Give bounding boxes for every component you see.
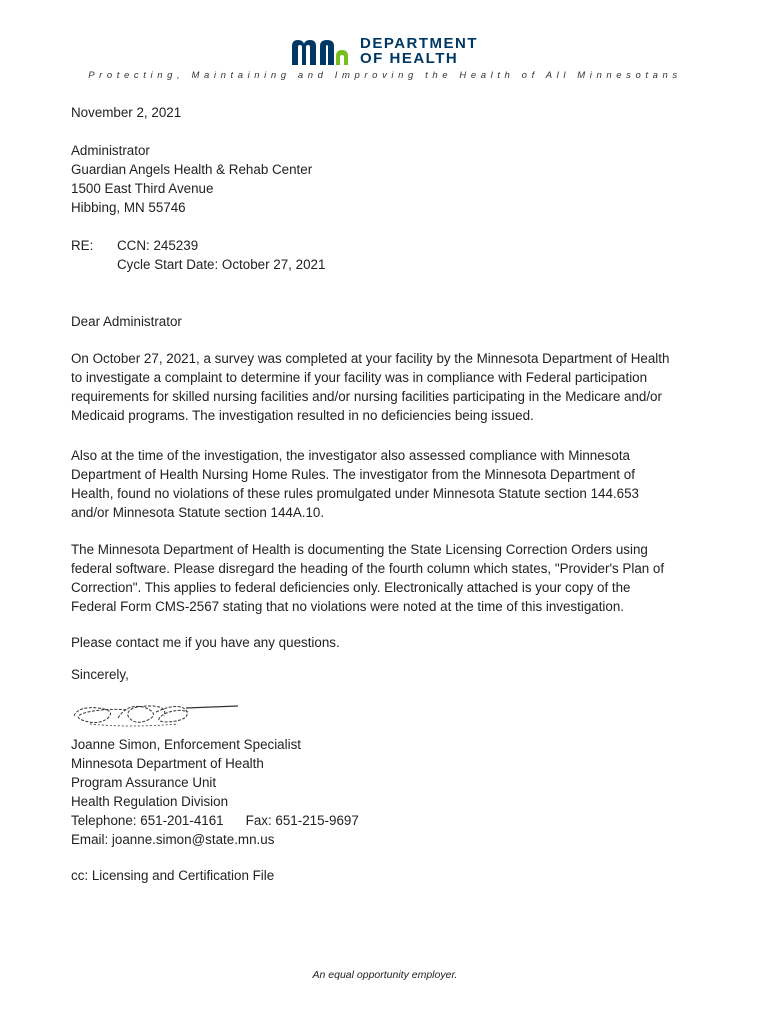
paragraph-line: and/or Minnesota Statute section 144A.10. xyxy=(71,505,325,520)
signer-unit: Program Assurance Unit xyxy=(71,775,217,790)
footer-text: An equal opportunity employer. xyxy=(312,969,458,981)
paragraph-line: Correction". This applies to federal deficiencies only. Electronically attached is your copy of the xyxy=(71,580,631,595)
logo-line-2: OF HEALTH xyxy=(360,50,459,67)
address-line: Hibbing, MN 55746 xyxy=(71,200,186,215)
logo-line-1: DEPARTMENT xyxy=(360,35,479,52)
signer-telephone: Telephone: 651-201-4161 xyxy=(71,813,224,828)
signer-fax: Fax: 651-215-9697 xyxy=(245,813,359,828)
signer-org: Minnesota Department of Health xyxy=(71,756,264,771)
re-label: RE: xyxy=(71,238,94,253)
paragraph-4: Please contact me if you have any questions. xyxy=(71,635,340,650)
paragraph-line: requirements for skilled nursing facilities and/or nursing facilities participating in the Medicare and/or xyxy=(71,389,662,404)
signature-block xyxy=(71,735,701,849)
signer-contact xyxy=(71,811,701,830)
closing: Sincerely, xyxy=(71,667,129,682)
paragraph-line: Federal Form CMS-2567 stating that no violations were noted at the time of this investigation. xyxy=(71,599,625,614)
tagline: Protecting, Maintaining and Improving the Health of All Minnesotans xyxy=(88,70,682,81)
paragraph-1 xyxy=(71,349,701,425)
mn-logo-icon xyxy=(290,36,354,66)
cc-line: cc: Licensing and Certification File xyxy=(71,868,275,883)
signer-email: Email: joanne.simon@state.mn.us xyxy=(71,832,275,847)
paragraph-line: to investigate a complaint to determine if your facility was in compliance with Federal participation xyxy=(71,370,648,385)
letter-date: November 2, 2021 xyxy=(71,105,182,120)
paragraph-line: On October 27, 2021, a survey was completed at your facility by the Minnesota Department of Health xyxy=(71,351,670,366)
paragraph-line: Also at the time of the investigation, the investigator also assessed compliance with Minnesota xyxy=(71,448,630,463)
signer-name-title: Joanne Simon, Enforcement Specialist xyxy=(71,737,301,752)
re-line: CCN: 245239 xyxy=(117,238,199,253)
paragraph-line: Department of Health Nursing Home Rules. The investigator from the Minnesota Department of xyxy=(71,467,635,482)
recipient-address xyxy=(71,141,701,217)
paragraph-line: federal software. Please disregard the heading of the fourth column which states, "Provider's Plan of xyxy=(71,561,665,576)
handwritten-signature xyxy=(68,696,243,732)
paragraph-3 xyxy=(71,540,701,616)
address-line: 1500 East Third Avenue xyxy=(71,181,214,196)
paragraph-line: Health, found no violations of these rules promulgated under Minnesota Statute section 144.653 xyxy=(71,486,639,501)
paragraph-line: The Minnesota Department of Health is documenting the State Licensing Correction Orders using xyxy=(71,542,648,557)
signer-division: Health Regulation Division xyxy=(71,794,229,809)
paragraph-line: Medicaid programs. The investigation resulted in no deficiencies being issued. xyxy=(71,408,534,423)
mdh-logo xyxy=(290,34,478,68)
paragraph-2 xyxy=(71,446,701,522)
address-line: Administrator xyxy=(71,143,150,158)
re-line: Cycle Start Date: October 27, 2021 xyxy=(117,257,326,272)
address-line: Guardian Angels Health & Rehab Center xyxy=(71,162,313,177)
salutation: Dear Administrator xyxy=(71,314,182,329)
